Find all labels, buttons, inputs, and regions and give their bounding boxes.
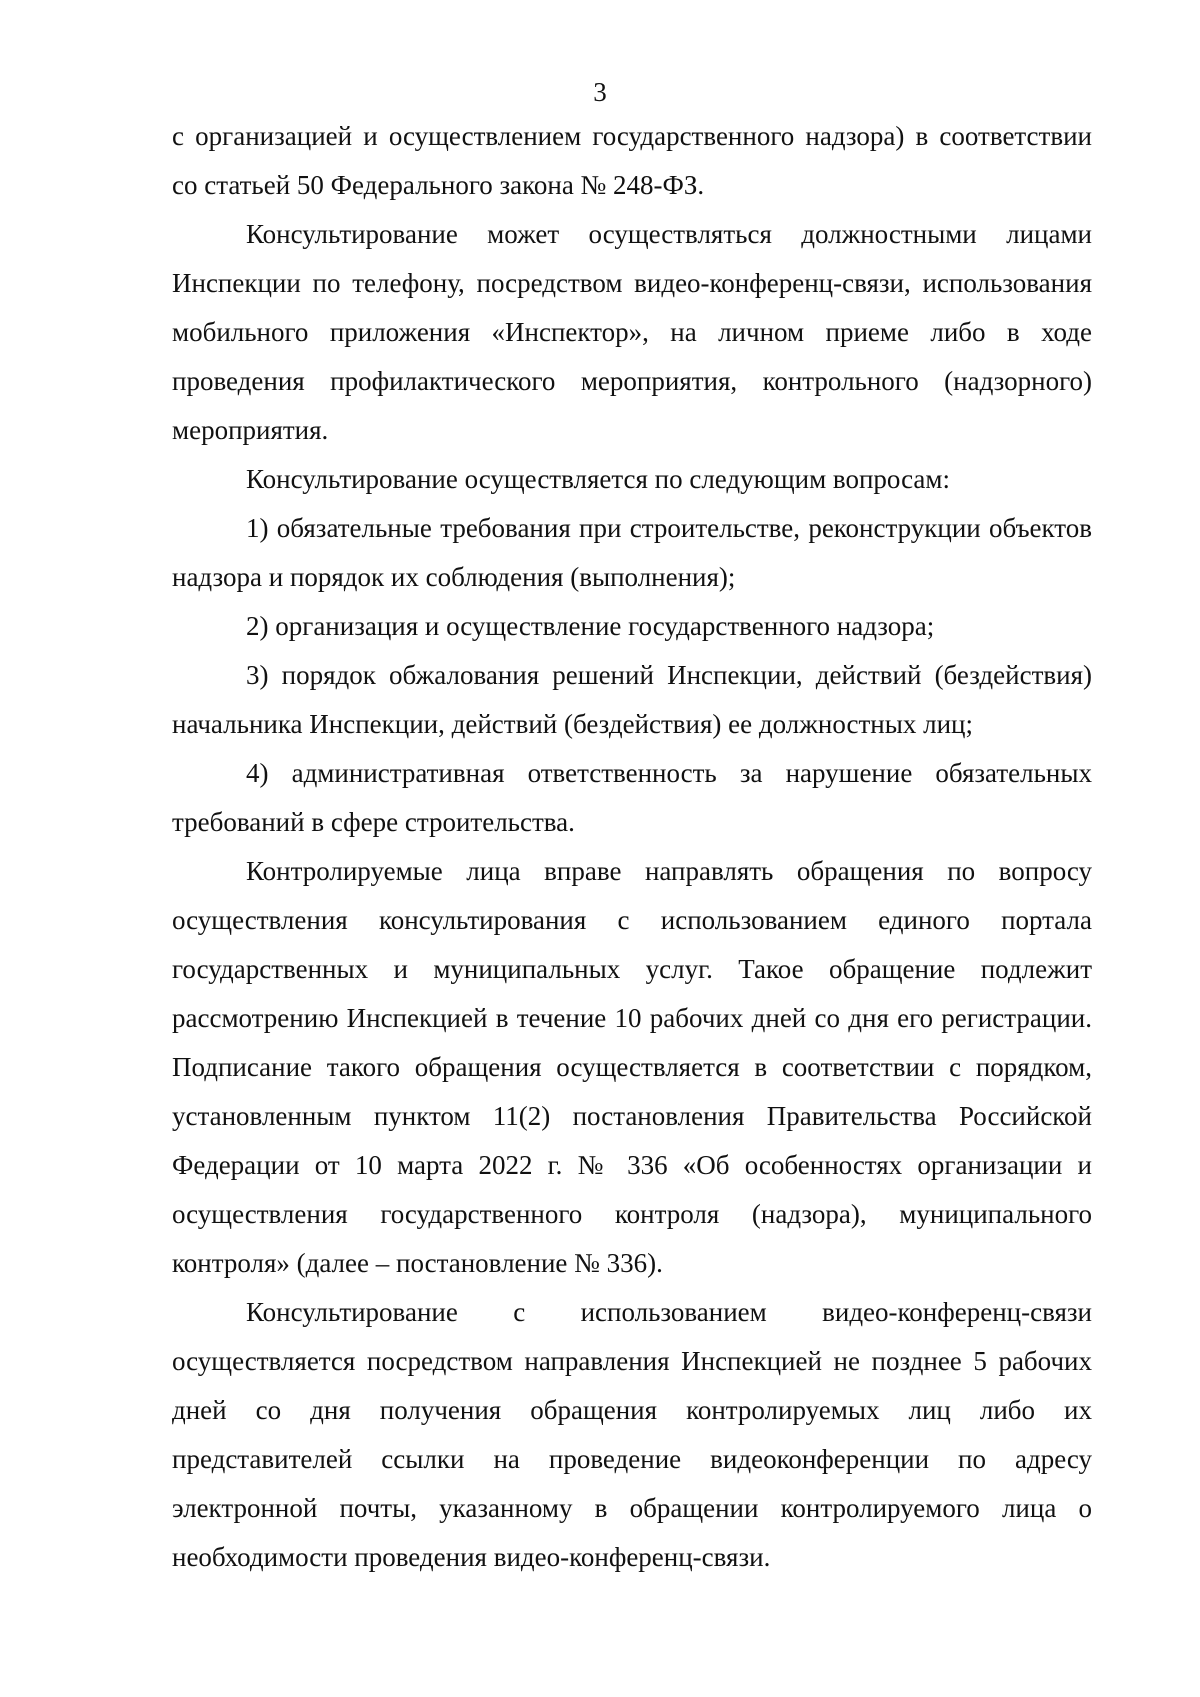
- document-body: [172, 112, 1092, 1582]
- paragraph-consulting-topics-intro: Консультирование осуществляется по следующим вопросам:: [246, 464, 950, 494]
- paragraph-video-conference: Консультирование с использованием видео-конференц-связи осуществляется посредством направления Инспекцией не позднее 5 рабочих дней со дня получения обращения контролируемых лиц либо их представителей ссылки на проведение видеоконференции по адресу электронной почты, указанному в обращении контролируемого лица о необходимости проведения видео-конференц-связи.: [172, 1297, 1092, 1572]
- list-item-1: 1) обязательные требования при строительстве, реконструкции объектов надзора и порядок их соблюдения (выполнения);: [172, 513, 1092, 592]
- paragraph-continuation: с организацией и осуществлением государственного надзора) в соответствии со статьей 50 Федерального закона № 248-ФЗ.: [172, 121, 1092, 200]
- list-item-4: 4) административная ответственность за нарушение обязательных требований в сфере строительства.: [172, 758, 1092, 837]
- paragraph-requests-portal: Контролируемые лица вправе направлять обращения по вопросу осуществления консультирования с использованием единого портала государственных и муниципальных услуг. Такое обращение подлежит рассмотрению Инспекцией в течение 10 рабочих дней со дня его регистрации. Подписание такого обращения осуществляется в соответствии с порядком, установленным пунктом 11(2) постановления Правительства Российской Федерации от 10 марта 2022 г. № 336 «Об особенностях организации и осуществления государственного контроля (надзора), муниципального контроля» (далее – постановление № 336).: [172, 856, 1092, 1278]
- page-number: 3: [593, 77, 607, 107]
- list-item-3: 3) порядок обжалования решений Инспекции, действий (бездействия) начальника Инспекции, действий (бездействия) ее должностных лиц;: [172, 660, 1092, 739]
- paragraph-consulting-methods: Консультирование может осуществляться должностными лицами Инспекции по телефону, посредством видео-конференц-связи, использования мобильного приложения «Инспектор», на личном приеме либо в ходе проведения профилактического мероприятия, контрольного (надзорного) мероприятия.: [172, 219, 1092, 445]
- list-item-2: 2) организация и осуществление государственного надзора;: [246, 611, 935, 641]
